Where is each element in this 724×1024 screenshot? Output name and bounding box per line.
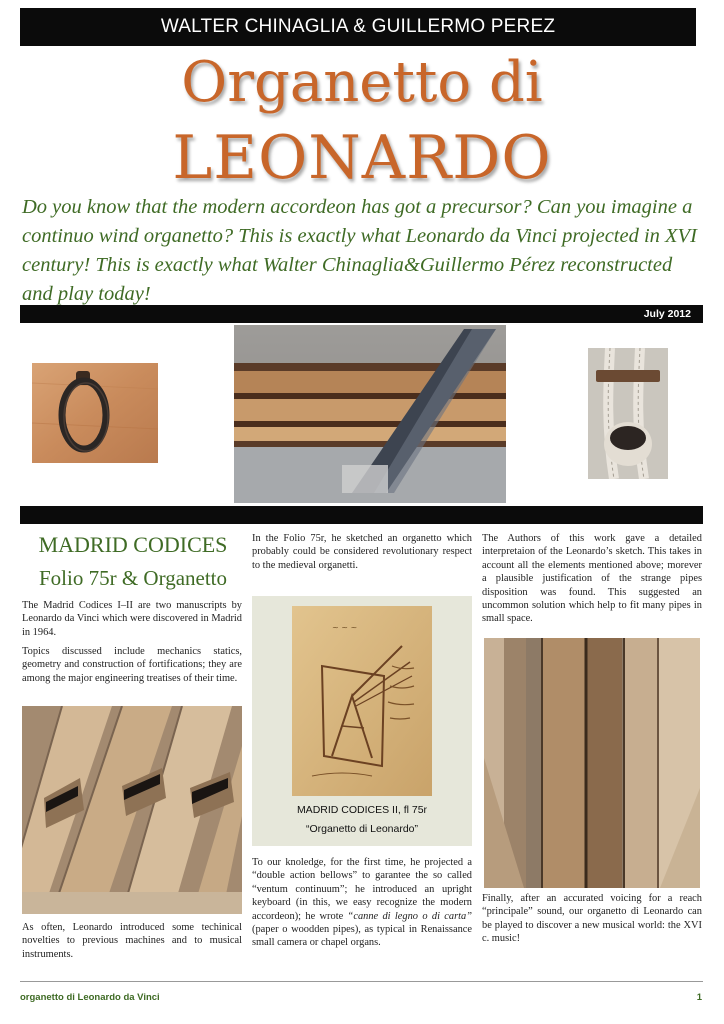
col1-paragraph-2: Topics discussed include mechanics statics, geometry and construction of fortifications; they are among the major engineering treatises of their time.	[22, 646, 242, 684]
page-number: 1	[696, 992, 702, 1003]
col3-paragraph-2: Finally, after an accurated voicing for a reach “principale” sound, our organetto di Leonardo can be played to discover a new musical world: the XVI c. music!	[482, 893, 702, 945]
sketch-caption-2: “Organetto di Leonardo”	[305, 823, 419, 835]
issue-date: July 2012	[643, 308, 691, 320]
footer-title: organetto di Leonardo da Vinci	[20, 992, 160, 1003]
col2-paragraph-1: In the Folio 75r, he sketched an organetto which probably could be considered revolutionary respect to the medieval organetti.	[252, 533, 472, 571]
footer-divider	[20, 981, 703, 982]
col2-paragraph-2-part-b: (paper o woodden pipes), as typical in Renaissance small camera or chapel organs.	[252, 924, 472, 949]
ring-photo	[32, 363, 158, 463]
col2-paragraph-2-part-a: To our knoledge, for the first time, he projected a “double action bellows” to garantee the so called “ventum continuum”; he introduced an upright keyboard (in this, we easy recognize the modern accordeon); he wrote	[252, 857, 472, 922]
intro-text: Do you know that the modern accordeon has got a precursor? Can you imagine a continuo wind organetto? This is exactly what Leonardo da Vinci projected in XVI century! This is exactly what Walter Chinaglia&Guillermo Pérez reconstructed and play today!	[22, 196, 697, 305]
rope-photo	[588, 348, 668, 479]
col2-paragraph-2-italic: “canne di legno o di carta”	[347, 910, 473, 922]
leonardo-sketch	[292, 606, 432, 796]
col3-paragraph-1: The Authors of this work gave a detailed interpretaion of the Leonardo’s sketch. This takes in account all the elements mentioned above; morever a plausible justification of the strange pipes disposition was found. This suggested an uncommon solution which help to fit many pipes in small space.	[482, 533, 702, 625]
date-bar	[20, 305, 703, 323]
wooden-pipes-photo	[22, 706, 242, 914]
section-divider	[20, 506, 703, 524]
pipes-closeup-photo	[484, 638, 700, 888]
authors-banner: WALTER CHINAGLIA & GUILLERMO PEREZ	[20, 8, 696, 46]
title-line-1: Organetto di	[181, 50, 543, 115]
col1-paragraph-3: As often, Leonardo introduced some techinical novelties to previous machines and to musical instruments.	[22, 922, 242, 960]
section-subheading: Folio 75r & Organetto	[38, 566, 227, 590]
keyboard-photo	[234, 325, 506, 503]
section-heading: MADRID CODICES	[38, 532, 228, 557]
col1-paragraph-1: The Madrid Codices I–II are two manuscripts by Leonardo da Vinci which were discovered in Madrid in 1964.	[22, 600, 242, 638]
sketch-caption-1: MADRID CODICES II, fl 75r	[296, 804, 428, 816]
col2-paragraph-2	[252, 856, 472, 950]
sketch-figure	[252, 596, 472, 846]
svg-text:~ ~ ~: ~ ~ ~	[332, 623, 358, 632]
title-line-2: LEONARDO	[172, 123, 552, 193]
